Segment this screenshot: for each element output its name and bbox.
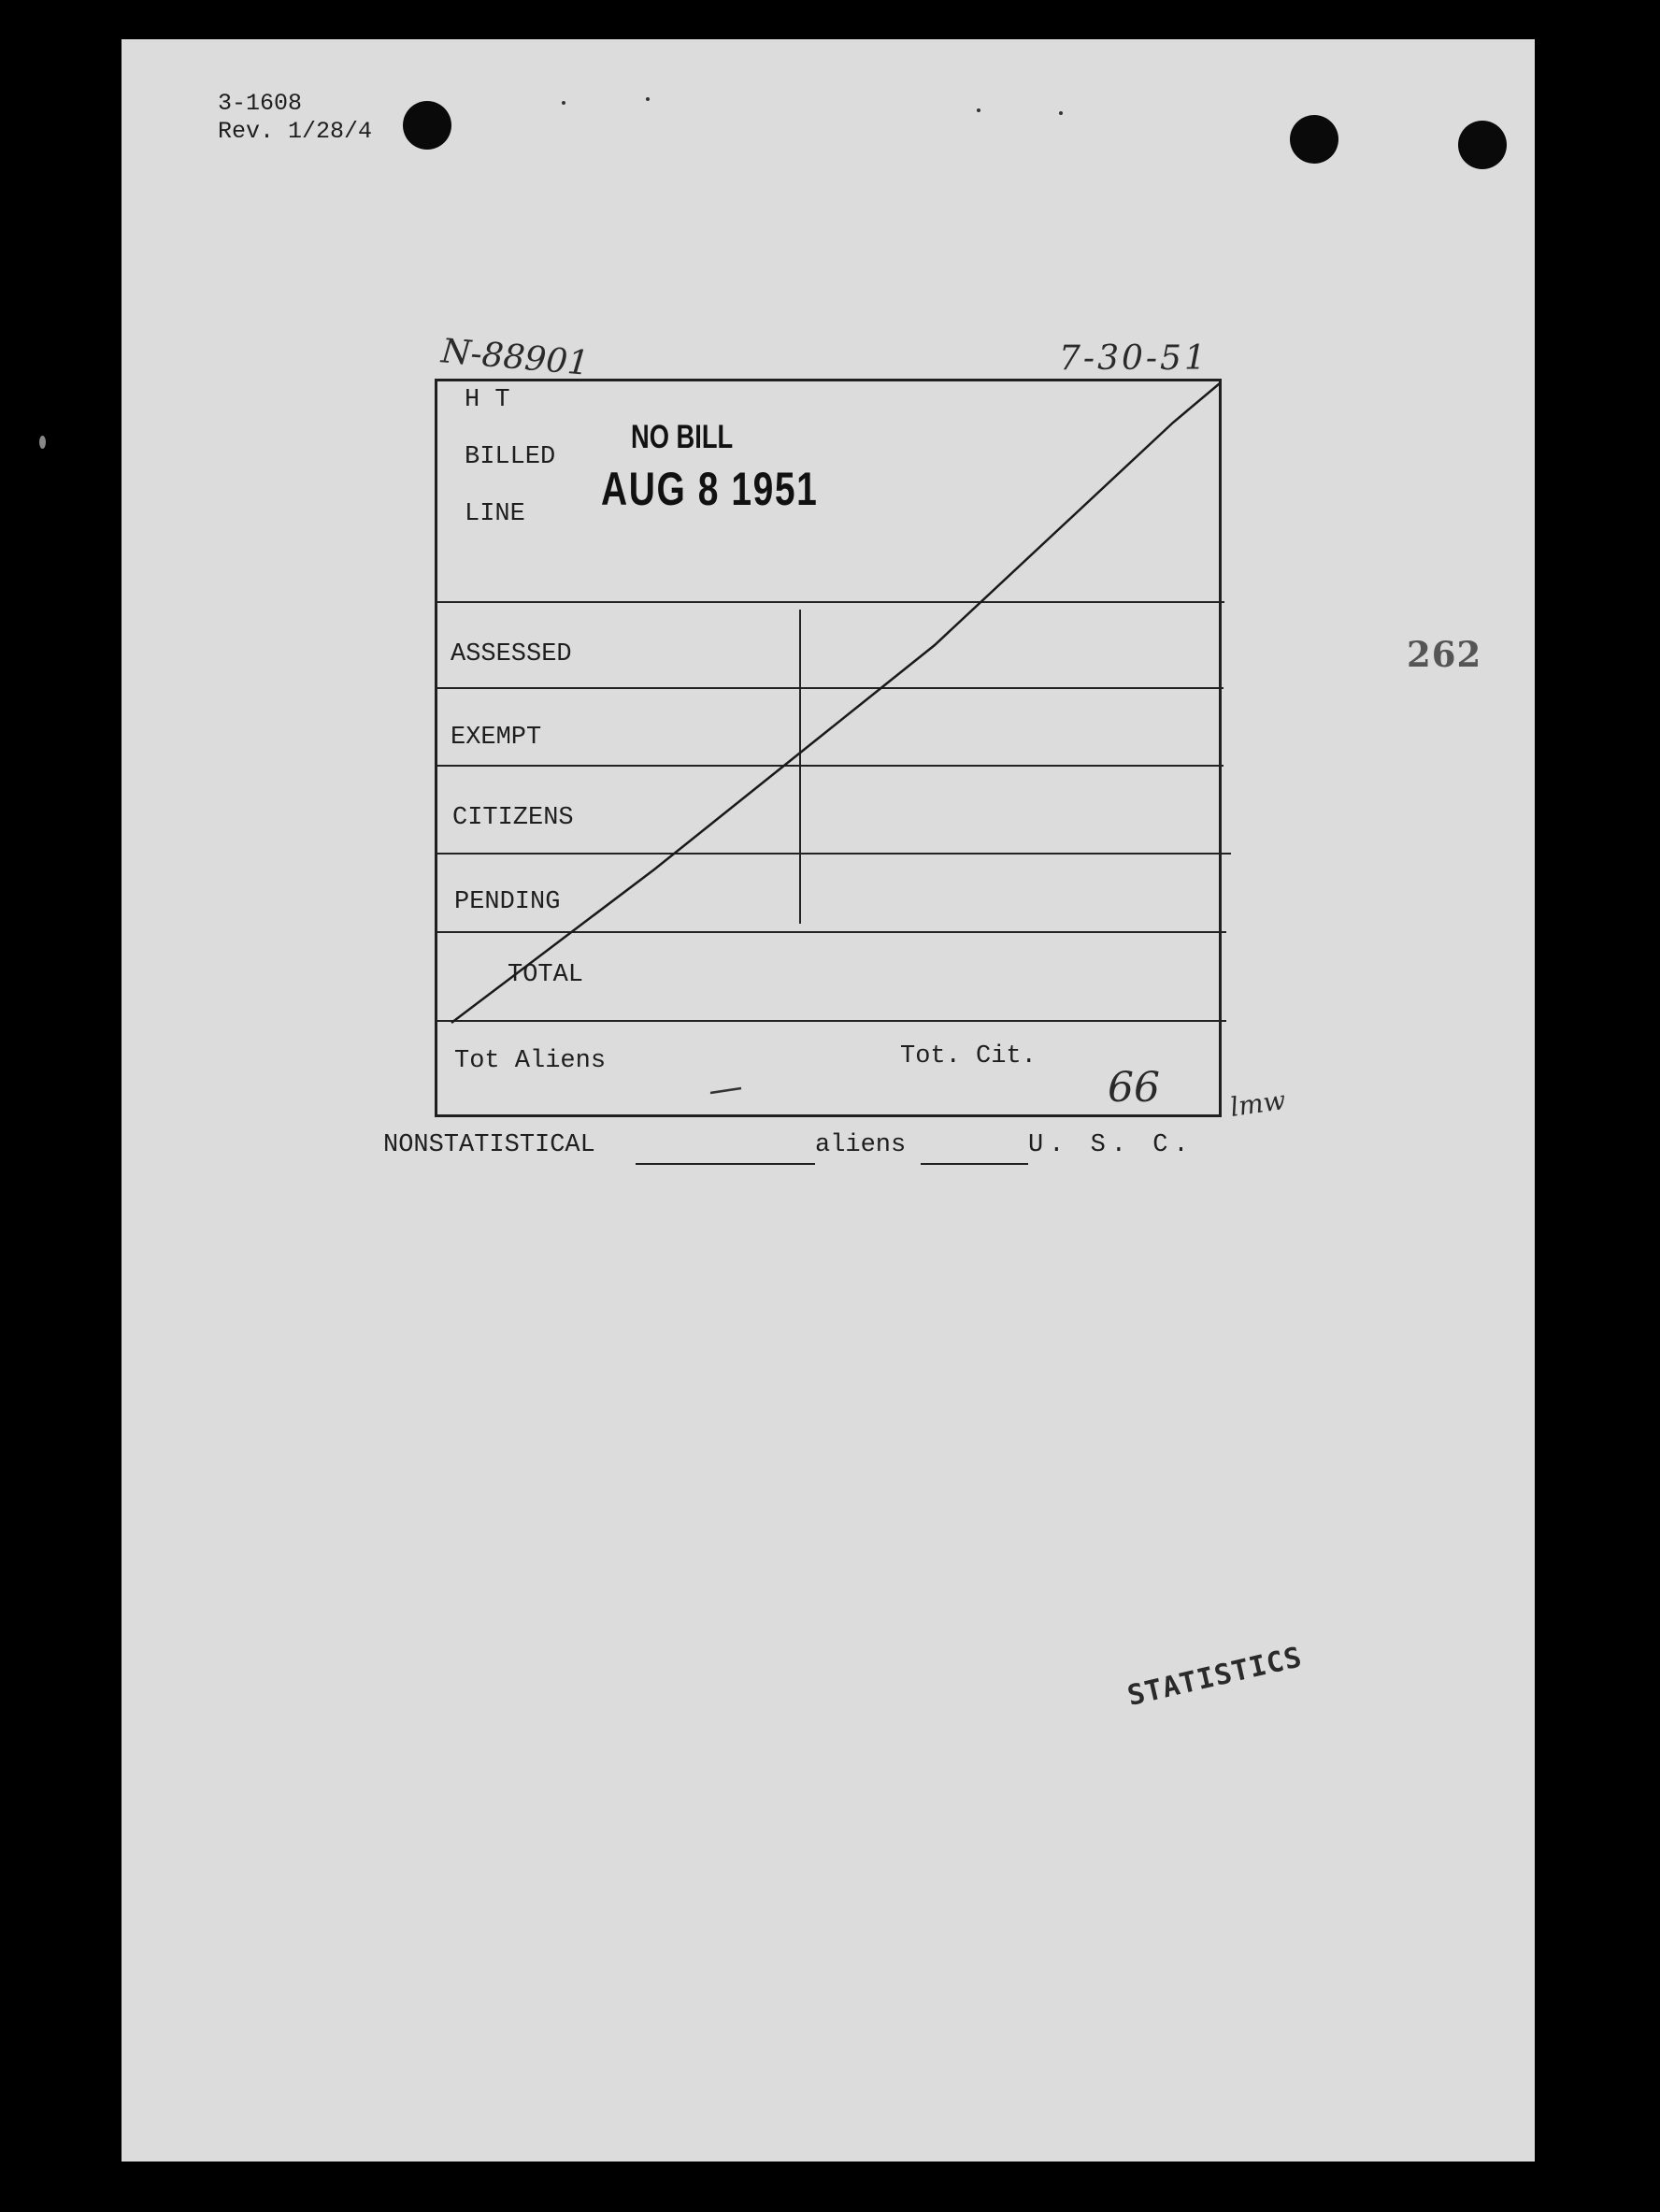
footer-nonstatistical: NONSTATISTICAL xyxy=(383,1131,595,1159)
speck xyxy=(646,97,650,101)
date-stamp: AUG 8 1951 xyxy=(601,463,819,515)
divider xyxy=(436,853,1231,855)
form-revision: Rev. 1/28/4 xyxy=(218,118,373,145)
label-line: LINE xyxy=(465,500,525,528)
speck xyxy=(977,108,980,112)
label-ht: H T xyxy=(465,386,510,414)
handwritten-count: 66 xyxy=(1108,1064,1160,1112)
form-number-block xyxy=(218,90,372,146)
label-tot-aliens: Tot Aliens xyxy=(454,1047,607,1075)
handwritten-file-number: N-88901 xyxy=(439,332,591,383)
no-bill-stamp: NO BILL xyxy=(631,419,734,455)
label-citizens: CITIZENS xyxy=(452,804,574,832)
label-assessed: ASSESSED xyxy=(451,640,572,668)
punch-hole xyxy=(1290,115,1338,164)
speck xyxy=(562,101,565,105)
handwritten-date: 7-30-51 xyxy=(1059,339,1209,378)
tally-form xyxy=(435,379,1222,1117)
divider xyxy=(436,1020,1226,1022)
divider xyxy=(435,601,1224,603)
page-number: 262 xyxy=(1407,634,1482,675)
column-divider xyxy=(799,610,801,924)
speck xyxy=(39,436,46,449)
divider xyxy=(436,687,1224,689)
label-pending: PENDING xyxy=(454,888,561,916)
footer-aliens: aliens xyxy=(815,1131,907,1159)
punch-hole xyxy=(403,101,451,150)
divider xyxy=(436,765,1224,767)
label-exempt: EXEMPT xyxy=(451,724,542,752)
footer-usc: U. S. C. xyxy=(1028,1131,1195,1159)
form-number: 3-1608 xyxy=(218,90,303,117)
punch-hole xyxy=(1458,121,1507,169)
label-tot-cit: Tot. Cit. xyxy=(900,1042,1037,1070)
label-total: TOTAL xyxy=(508,961,584,989)
handwritten-initials: lmw xyxy=(1227,1084,1288,1123)
speck xyxy=(1059,111,1063,115)
label-billed: BILLED xyxy=(465,443,556,471)
statistics-stamp: STATISTICS xyxy=(1124,1641,1306,1714)
divider xyxy=(436,931,1226,933)
